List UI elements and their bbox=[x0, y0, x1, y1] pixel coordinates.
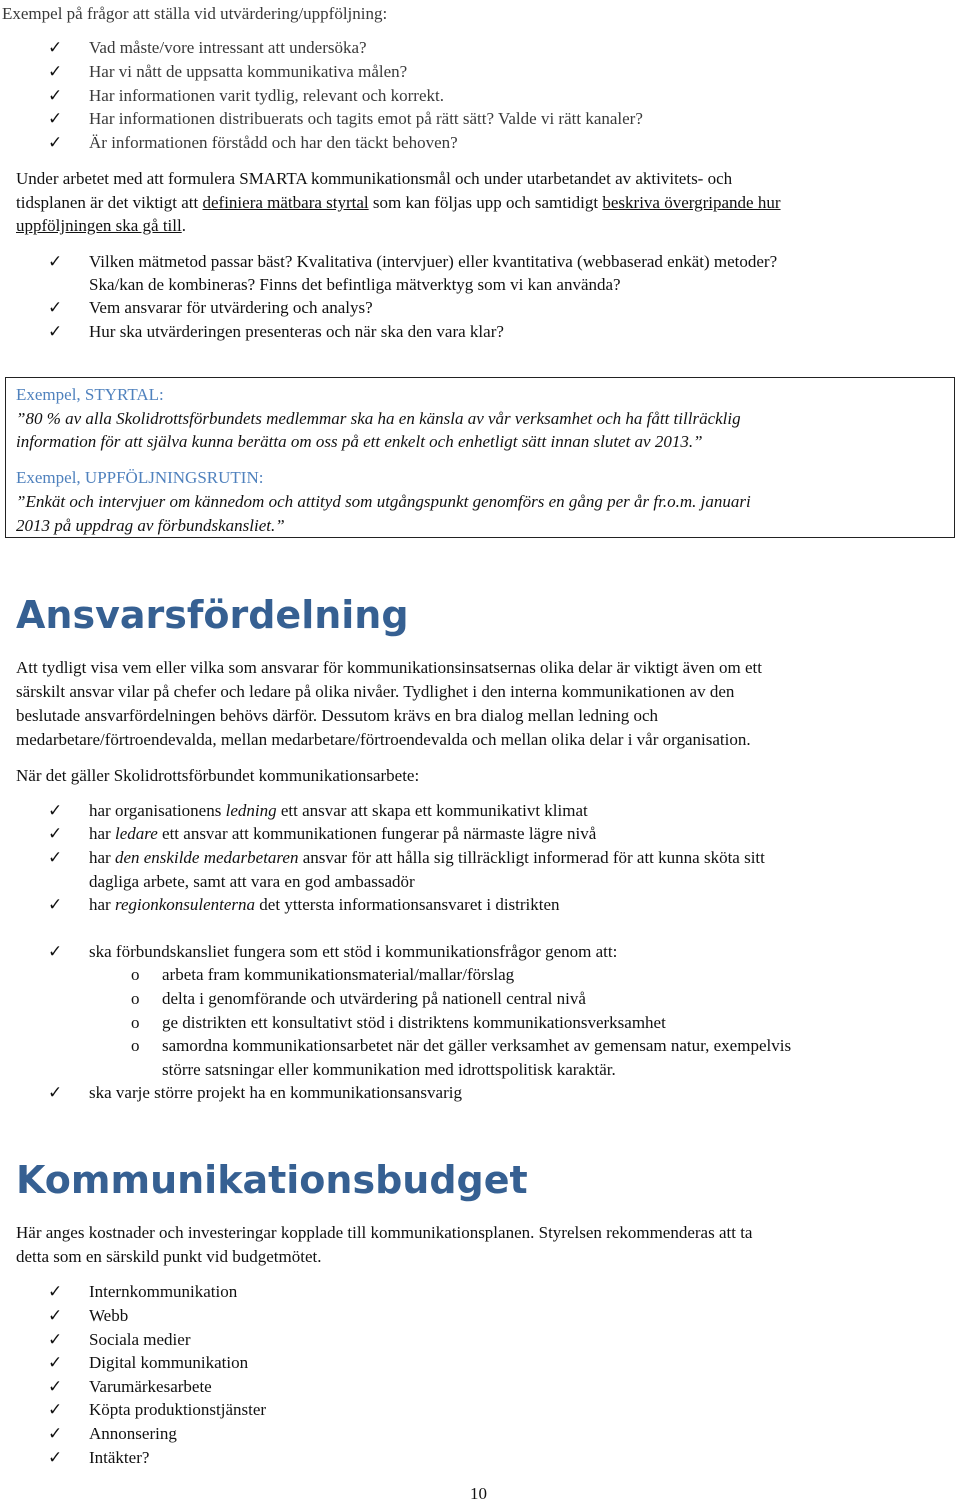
underlined-text: beskriva övergripande hur bbox=[602, 193, 781, 212]
list-item: Har vi nått de uppsatta kommunikativa målen? bbox=[89, 62, 408, 81]
checkmark-icon: ✓ bbox=[48, 1083, 63, 1103]
list-item bbox=[89, 822, 596, 846]
list-item: Varumärkesarbete bbox=[89, 1377, 212, 1396]
bullet-circle-icon: o bbox=[131, 1036, 140, 1055]
checkmark-icon: ✓ bbox=[48, 1306, 63, 1326]
text-span: ansvar för att hålla sig tillräckligt informerad för att kunna sköta sitt bbox=[298, 848, 765, 867]
example-quote-line: information för att själva kunna berätta om oss på ett enkelt och enhetligt sätt innan slutet av 2013.” bbox=[16, 432, 703, 451]
checkmark-icon: ✓ bbox=[48, 109, 63, 129]
list-item: Webb bbox=[89, 1306, 129, 1325]
example-label: Exempel, UPPFÖLJNINGSRUTIN: bbox=[16, 468, 264, 487]
ansvar-intro: När det gäller Skolidrottsförbundet kommunikationsarbete: bbox=[16, 766, 420, 785]
sub-list-item: samordna kommunikationsarbetet när det gäller verksamhet av gemensam natur, exempelvis bbox=[162, 1036, 792, 1055]
page-number: 10 bbox=[470, 1484, 487, 1503]
paragraph-line bbox=[16, 191, 781, 215]
list-item: Köpta produktionstjänster bbox=[89, 1400, 267, 1419]
list-item bbox=[89, 799, 588, 823]
text-span: som kan följas upp och samtidigt bbox=[368, 193, 603, 212]
list-item: Digital kommunikation bbox=[89, 1353, 249, 1372]
text-span: ett ansvar att kommunikationen fungerar på närmaste lägre nivå bbox=[157, 824, 597, 843]
list-item-continuation: dagliga arbete, samt att vara en god ambassadör bbox=[89, 872, 415, 891]
list-item-continuation: Ska/kan de kombineras? Finns det befintliga mätverktyg som vi kan använda? bbox=[89, 275, 621, 294]
list-item: Har informationen varit tydlig, relevant och korrekt. bbox=[89, 86, 444, 105]
checkmark-icon: ✓ bbox=[48, 895, 63, 915]
sub-list-item: arbeta fram kommunikationsmaterial/mallar/förslag bbox=[162, 965, 515, 984]
text-span: har bbox=[89, 895, 115, 914]
checkmark-icon: ✓ bbox=[48, 1377, 63, 1397]
text-span: har bbox=[89, 848, 115, 867]
checkmark-icon: ✓ bbox=[48, 322, 63, 342]
paragraph-line: detta som en särskild punkt vid budgetmötet. bbox=[16, 1247, 322, 1266]
list-item: Vem ansvarar för utvärdering och analys? bbox=[89, 298, 373, 317]
checkmark-icon: ✓ bbox=[48, 1448, 63, 1468]
underlined-text: definiera mätbara styrtal bbox=[202, 193, 369, 212]
underlined-text: uppföljningen ska gå till bbox=[16, 216, 182, 235]
checkmark-icon: ✓ bbox=[48, 1424, 63, 1444]
checkmark-icon: ✓ bbox=[48, 298, 63, 318]
text-span: har organisationens bbox=[89, 801, 226, 820]
text-span: det yttersta informationsansvaret i distrikten bbox=[255, 895, 560, 914]
sub-list-item-continuation: större satsningar eller kommunikation med idrottspolitisk karaktär. bbox=[162, 1060, 616, 1079]
example-quote-line: ”Enkät och intervjuer om kännedom och attityd som utgångspunkt genomförs en gång per år fr.o.m. januari bbox=[16, 492, 751, 511]
text-span: . bbox=[181, 216, 186, 235]
list-item: ska varje större projekt ha en kommunikationsansvarig bbox=[89, 1083, 462, 1102]
paragraph-line bbox=[16, 214, 186, 238]
checkmark-icon: ✓ bbox=[48, 1353, 63, 1373]
eval-intro: Exempel på frågor att ställa vid utvärdering/uppföljning: bbox=[2, 4, 388, 23]
emphasis-text: ledare bbox=[114, 824, 158, 843]
list-item: Vad måste/vore intressant att undersöka? bbox=[89, 38, 367, 57]
list-item: Har informationen distribuerats och tagits emot på rätt sätt? Valde vi rätt kanaler? bbox=[89, 109, 643, 128]
checkmark-icon: ✓ bbox=[48, 824, 63, 844]
list-item: Hur ska utvärderingen presenteras och när ska den vara klar? bbox=[89, 322, 504, 341]
emphasis-text: ledning bbox=[225, 801, 277, 820]
list-item: Intäkter? bbox=[89, 1448, 150, 1467]
list-item bbox=[89, 846, 765, 870]
paragraph-line: Att tydligt visa vem eller vilka som ansvarar för kommunikationsinsatsernas olika delar är viktigt även om ett bbox=[16, 658, 762, 677]
list-item: Sociala medier bbox=[89, 1330, 191, 1349]
checkmark-icon: ✓ bbox=[48, 848, 63, 868]
list-item: Vilken mätmetod passar bäst? Kvalitativa (intervjuer) eller kvantitativa (webbaserad enkät) metoder? bbox=[89, 252, 778, 271]
checkmark-icon: ✓ bbox=[48, 62, 63, 82]
checkmark-icon: ✓ bbox=[48, 38, 63, 58]
sub-list-item: delta i genomförande och utvärdering på nationell central nivå bbox=[162, 989, 586, 1008]
text-span: ett ansvar att skapa ett kommunikativt klimat bbox=[276, 801, 588, 820]
paragraph-line: beslutade ansvarfördelningen behövs därför. Dessutom krävs en bra dialog mellan ledning och bbox=[16, 706, 659, 725]
section-heading: Ansvarsfördelning bbox=[16, 593, 409, 637]
checkmark-icon: ✓ bbox=[48, 942, 63, 962]
paragraph-line: Under arbetet med att formulera SMARTA kommunikationsmål och under utarbetandet av aktivitets- och bbox=[16, 169, 733, 188]
emphasis-text: regionkonsulenterna bbox=[114, 895, 256, 914]
bullet-circle-icon: o bbox=[131, 1013, 140, 1032]
paragraph-line: särskilt ansvar vilar på chefer och ledare på olika nivåer. Tydlighet i den interna kommunikationen av den bbox=[16, 682, 735, 701]
example-label: Exempel, STYRTAL: bbox=[16, 385, 164, 404]
bullet-circle-icon: o bbox=[131, 989, 140, 1008]
emphasis-text: den enskilde medarbetaren bbox=[114, 848, 299, 867]
example-quote-line: 2013 på uppdrag av förbundskansliet.” bbox=[16, 516, 285, 535]
checkmark-icon: ✓ bbox=[48, 1282, 63, 1302]
checkmark-icon: ✓ bbox=[48, 1400, 63, 1420]
bullet-circle-icon: o bbox=[131, 965, 140, 984]
list-item: Är informationen förstådd och har den täckt behoven? bbox=[89, 133, 458, 152]
checkmark-icon: ✓ bbox=[48, 801, 63, 821]
section-heading: Kommunikationsbudget bbox=[16, 1158, 528, 1202]
sub-list-item: ge distrikten ett konsultativt stöd i distriktens kommunikationsverksamhet bbox=[162, 1013, 666, 1032]
list-item: Internkommunikation bbox=[89, 1282, 238, 1301]
checkmark-icon: ✓ bbox=[48, 133, 63, 153]
checkmark-icon: ✓ bbox=[48, 86, 63, 106]
text-span: tidsplanen är det viktigt att bbox=[16, 193, 203, 212]
paragraph-line: medarbetare/förtroendevalda, mellan medarbetare/förtroendevalda och mellan olika delar i vår organisation. bbox=[16, 730, 751, 749]
list-item: Annonsering bbox=[89, 1424, 177, 1443]
example-quote-line: ”80 % av alla Skolidrottsförbundets medlemmar ska ha en känsla av vår verksamhet och ha fått tillräcklig bbox=[16, 409, 741, 428]
text-span: har bbox=[89, 824, 115, 843]
list-item bbox=[89, 893, 560, 917]
checkmark-icon: ✓ bbox=[48, 252, 63, 272]
list-item: ska förbundskansliet fungera som ett stöd i kommunikationsfrågor genom att: bbox=[89, 942, 618, 961]
checkmark-icon: ✓ bbox=[48, 1330, 63, 1350]
paragraph-line: Här anges kostnader och investeringar kopplade till kommunikationsplanen. Styrelsen rekommenderas att ta bbox=[16, 1223, 753, 1242]
